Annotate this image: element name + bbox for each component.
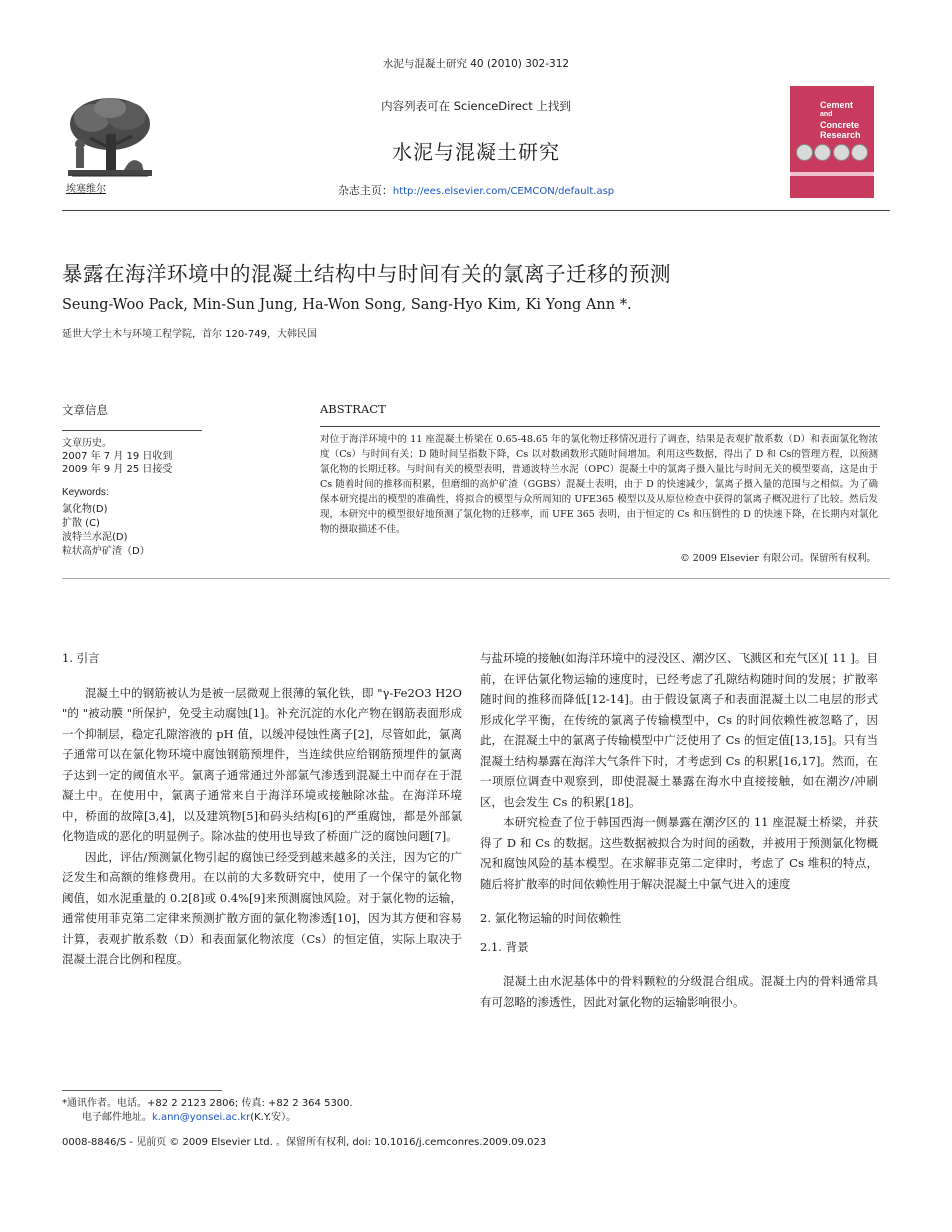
keywords-heading: Keywords: [62, 487, 109, 498]
cover-title-line: Cement [820, 100, 854, 110]
email-label: 电子邮件地址。 [82, 1112, 152, 1123]
subsection-heading-background: 2.1. 背景 [480, 939, 529, 954]
author-affiliation: 延世大学土木与环境工程学院，首尔 120-749，大韩民国 [62, 329, 317, 340]
history-received: 2007 年 7 月 19 日收到 [62, 451, 173, 462]
section-heading-introduction: 1. 引言 [62, 651, 100, 665]
email-note [82, 1108, 296, 1123]
cover-stripe [790, 172, 874, 176]
keyword-item: 粒状高炉矿渣（D） [62, 546, 150, 557]
article-title: 暴露在海洋环境中的混凝土结构中与时间有关的氯离子迁移的预测 [62, 262, 671, 286]
body-paragraph: 本研究检查了位于韩国西海一侧暴露在潮汐区的 11 座混凝土桥梁，并获得了 D 和 Cs 的数据。这些数据被拟合为时间的函数，并被用于预测氯化物概况和腐蚀风险的基本模型。在求解菲克第二定律时，考虑了 Cs 堆积的特点，随后将扩散率的时间依赖性用于解决混凝土中氯气进入的速度 [480, 815, 878, 891]
cover-title-line: Research [820, 130, 861, 140]
cover-image-icon [851, 144, 868, 161]
body-column-left [62, 648, 462, 970]
homepage-link[interactable]: http://ees.elsevier.com/CEMCON/default.asp [392, 186, 615, 196]
cover-title-line: and [820, 111, 833, 118]
cover-image-icon [796, 144, 813, 161]
journal-reference: 水泥与混凝土研究 40 (2010) 302-312 [382, 58, 570, 70]
body-paragraph: 混凝土中的钢筋被认为是被一层微观上很薄的氧化铁，即 "γ-Fe2O3 H2O "的 "被动膜 "所保护，免受主动腐蚀[1]。补充沉淀的水化产物在钢筋表面形成一个抑制层，稳定孔隙溶液的 pH 值，以缓冲侵蚀性离子[2]，尽管如此，氯离子通常可以在氯化物环境中腐蚀钢筋预埋件，当连续供应给钢筋预埋件的氯离子达到一定的阈值水平。氯离子通常通过外部氯气渗透到混凝土中而存在于混凝土中。在使用中，氯离子通常来自于海洋环境或接触除冰盐。在海洋环境中，桥面的故障[3,4]，以及建筑物[5]和码头结构[6]的严重腐蚀，都是外部氯化物造成的恶化的明显例子。除冰盐的使用也导致了桥面广泛的腐蚀问题[7]。 [62, 685, 462, 843]
publisher-name[interactable]: 埃塞维尔 [66, 184, 106, 195]
body-paragraph: 因此，评估/预测氯化物引起的腐蚀已经受到越来越多的关注，因为它的广泛发生和高额的维修费用。在以前的大多数研究中，使用了一个保守的氯化物阈值，如水泥重量的 0.2[8]或 0.4%[9]来预测腐蚀风险。对于氯化物的运输，通常使用菲克第二定律来预测扩散方面的氯化物渗透[10]，因为其方便和容易计算，表观扩散系数（D）和表面氯化物浓度（Cs）的恒定值，实际上取决于混凝土混合比例和程度。 [62, 849, 462, 966]
article-info-divider [62, 430, 202, 431]
email-link[interactable]: k.ann@yonsei.ac.kr [152, 1112, 251, 1123]
body-column-right [480, 648, 878, 1012]
abstract-divider [320, 426, 880, 427]
homepage-label: 杂志主页： [337, 184, 393, 196]
issn-doi-line: 0008-8846/S - 见前页 © 2009 Elsevier Ltd. 。保留所有权利, doi: 10.1016/j.cemconres.2009.09.023 [62, 1137, 547, 1148]
journal-name: 水泥与混凝土研究 [392, 140, 560, 164]
cover-image-icon [814, 144, 831, 161]
email-suffix: (K.Y.安）。 [250, 1112, 297, 1123]
abstract-bottom-divider [62, 578, 890, 579]
sciencedirect-line: 内容列表可在 ScienceDirect 上找到 [381, 99, 571, 113]
article-authors: Seung-Woo Pack, Min-Sun Jung, Ha-Won Song, Sang-Hyo Kim, Ki Yong Ann *. [62, 297, 632, 313]
abstract-heading: ABSTRACT [320, 402, 386, 416]
keyword-item: 氯化物(D) [62, 504, 108, 515]
keyword-item: 扩散 (C) [62, 518, 100, 529]
section-heading-time-dependence: 2. 氯化物运输的时间依赖性 [480, 911, 622, 925]
journal-cover [790, 86, 874, 198]
copyright-notice: © 2009 Elsevier 有限公司。保留所有权利。 [680, 553, 876, 564]
cover-images [796, 144, 868, 160]
header-divider [62, 210, 890, 211]
corresponding-author-note: *通讯作者。电话。+82 2 2123 2806; 传真: +82 2 364 5300. [62, 1098, 353, 1109]
history-accepted: 2009 年 9 月 25 日接受 [62, 464, 173, 475]
cover-title-line: Concrete [820, 120, 860, 130]
article-info-heading: 文章信息 [62, 403, 108, 417]
history-heading: 文章历史。 [62, 438, 112, 449]
cover-title [820, 100, 861, 140]
abstract-text: 对位于海洋环境中的 11 座混凝土桥梁在 0.65-48.65 年的氯化物迁移情况进行了调查，结果是表观扩散系数（D）和表面氯化物浓度（Cs）与时间有关；D 随时间呈指数下降，Cs 以对数函数形式随时间增加。利用这些数据，得出了 D 和 Cs的管理方程，以预测氯化物的长期迁移。与时间有关的模型表明，普通波特兰水泥（OPC）混凝土中的氯离子摄入量比与时间无关的模型要高，这是由于 Cs 随着时间的推移而积累，但磨细的高炉矿渣（GGBS）混凝土表明，由于 D 的快速减少，氯离子摄入量的范围与之相似。为了确保本研究提出的模型的准确性，将拟合的模型与众所周知的 UFE365 模型以及从原位检查中获得的氯离子概况进行了比较。然后发现，本研究中的模型很好地预测了氯化物的迁移率，而 UFE 365 表明，由于恒定的 Cs 和压倒性的 D 的快速下降，在长期内对氯化物的摄取描述不佳。 [320, 434, 878, 535]
footnote-divider [62, 1090, 222, 1091]
body-paragraph: 混凝土由水泥基体中的骨料颗粒的分级混合组成。混凝土内的骨料通常具有可忽略的渗透性，因此对氯化物的运输影响很小。 [480, 974, 878, 1009]
keyword-item: 波特兰水泥(D) [62, 532, 128, 543]
body-paragraph: 与盐环境的接触(如海洋环境中的浸没区、潮汐区、飞溅区和充气区)[ 11 ]。目前，在评估氯化物运输的速度时，已经考虑了孔隙结构随时间的发展；扩散率随时间的推移而降低[12-14]。由于假设氯离子和表面混凝土以二电层的形式形成化学平衡，在传统的氯离子传输模型中，Cs 的时间依赖性被忽略了，因此，在混凝土中的氯离子传输模型中广泛使用了 Cs 的恒定值[13,15]。只有当混凝土结构暴露在海洋大气条件下时，才考虑到 Cs 的积累[16,17]。然而，在一项原位调查中观察到，即使混凝土暴露在海水中直接接触，如在潮汐/冲刷区，也会发生 Cs 的积累[18]。 [480, 651, 878, 809]
cover-image-icon [833, 144, 850, 161]
